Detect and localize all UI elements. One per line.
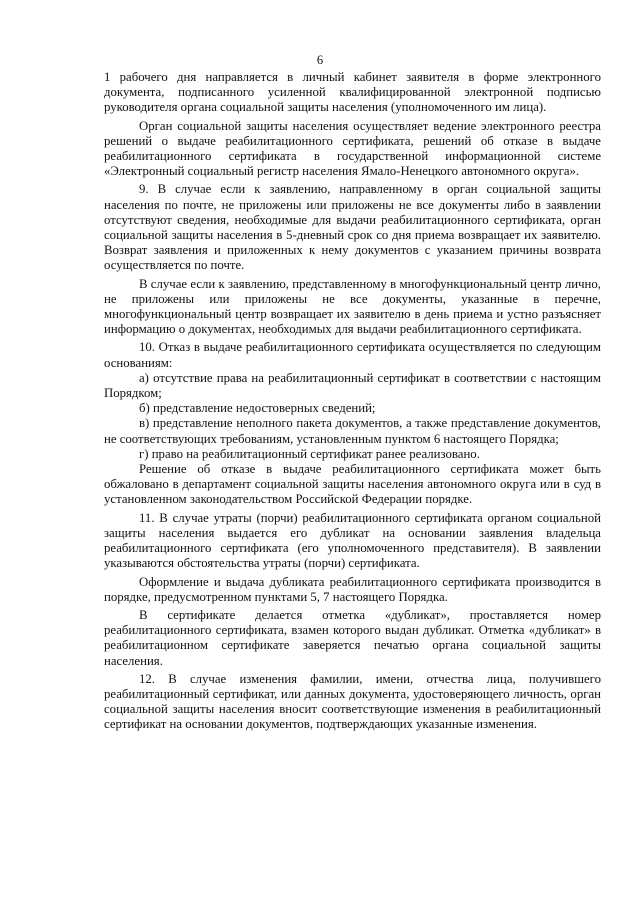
paragraph-reason-v: в) представление неполного пакета документов, а также представление документов, не соответствующих требованиям, установленным пунктом 6 настоящего Порядка; [104, 416, 601, 446]
paragraph-appeal: Решение об отказе в выдаче реабилитационного сертификата может быть обжаловано в департамент социальной защиты населения автономного округа или в суд в установленном законодательством Российской Федерации порядке. [104, 462, 601, 507]
page-number: 6 [316, 53, 324, 67]
document-body [104, 70, 601, 733]
paragraph-item-12: 12. В случае изменения фамилии, имени, отчества лица, получившего реабилитационный сертификат, или данных документа, удостоверяющего личность, орган социальной защиты населения вносит соответствующие изменения в реабилитационный сертификат на основании документов, подтверждающих указанные изменения. [104, 671, 601, 732]
paragraph-duplicate-issue: Оформление и выдача дубликата реабилитационного сертификата производится в порядке, предусмотренном пунктами 5, 7 настоящего Порядка. [104, 574, 601, 604]
paragraph-reason-a: а) отсутствие права на реабилитационный сертификат в соответствии с настоящим Порядком; [104, 370, 601, 401]
paragraph-mfc-return: В случае если к заявлению, представленному в многофункциональный центр лично, не приложены или приложены не все документы, указанные в перечне, многофункциональный центр возвращает их заявителю в день приема и устно разъясняет информацию о документах, необходимых для выдачи реабилитационного сертификата. [104, 276, 601, 337]
paragraph-item-10: 10. Отказ в выдаче реабилитационного сертификата осуществляется по следующим основаниям: [104, 340, 601, 370]
paragraph-reason-b: б) представление недостоверных сведений; [139, 401, 376, 416]
paragraph-reason-g: г) право на реабилитационный сертификат ранее реализовано. [139, 446, 480, 461]
paragraph-item-9: 9. В случае если к заявлению, направленному в орган социальной защиты населения по почте, не приложены или приложены не все документы либо в заявлении отсутствуют сведения, необходимые для выдачи реабилитационного сертификата, орган социальной защиты населения в 5-дневный срок со дня приема возвращает их заявителю. Возврат заявления и приложенных к нему документов с указанием причины возврата осуществляется по почте. [104, 182, 601, 273]
paragraph-continuation: 1 рабочего дня направляется в личный кабинет заявителя в форме электронного документа, подписанного усиленной квалифицированной электронной подписью руководителя органа социальной защиты населения (уполномоченного им лица). [104, 70, 601, 115]
paragraph-registry: Орган социальной защиты населения осуществляет ведение электронного реестра решений о выдаче реабилитационного сертификата, решений об отказе в выдаче реабилитационного сертификата в государственной информационной системе «Электронный социальный регистр населения Ямало-Ненецкого автономного округа». [104, 118, 601, 179]
paragraph-item-11: 11. В случае утраты (порчи) реабилитационного сертификата органом социальной защиты населения выдается его дубликат на основании заявления владельца реабилитационного сертификата (его уполномоченного представителя). В заявлении указываются обстоятельства утраты (порчи) сертификата. [104, 510, 601, 571]
paragraph-duplicate-mark: В сертификате делается отметка «дубликат», проставляется номер реабилитационного сертификата, взамен которого выдан дубликат. Отметка «дубликат» в реабилитационном сертификате заверяется печатью органа социальной защиты населения. [104, 607, 601, 668]
